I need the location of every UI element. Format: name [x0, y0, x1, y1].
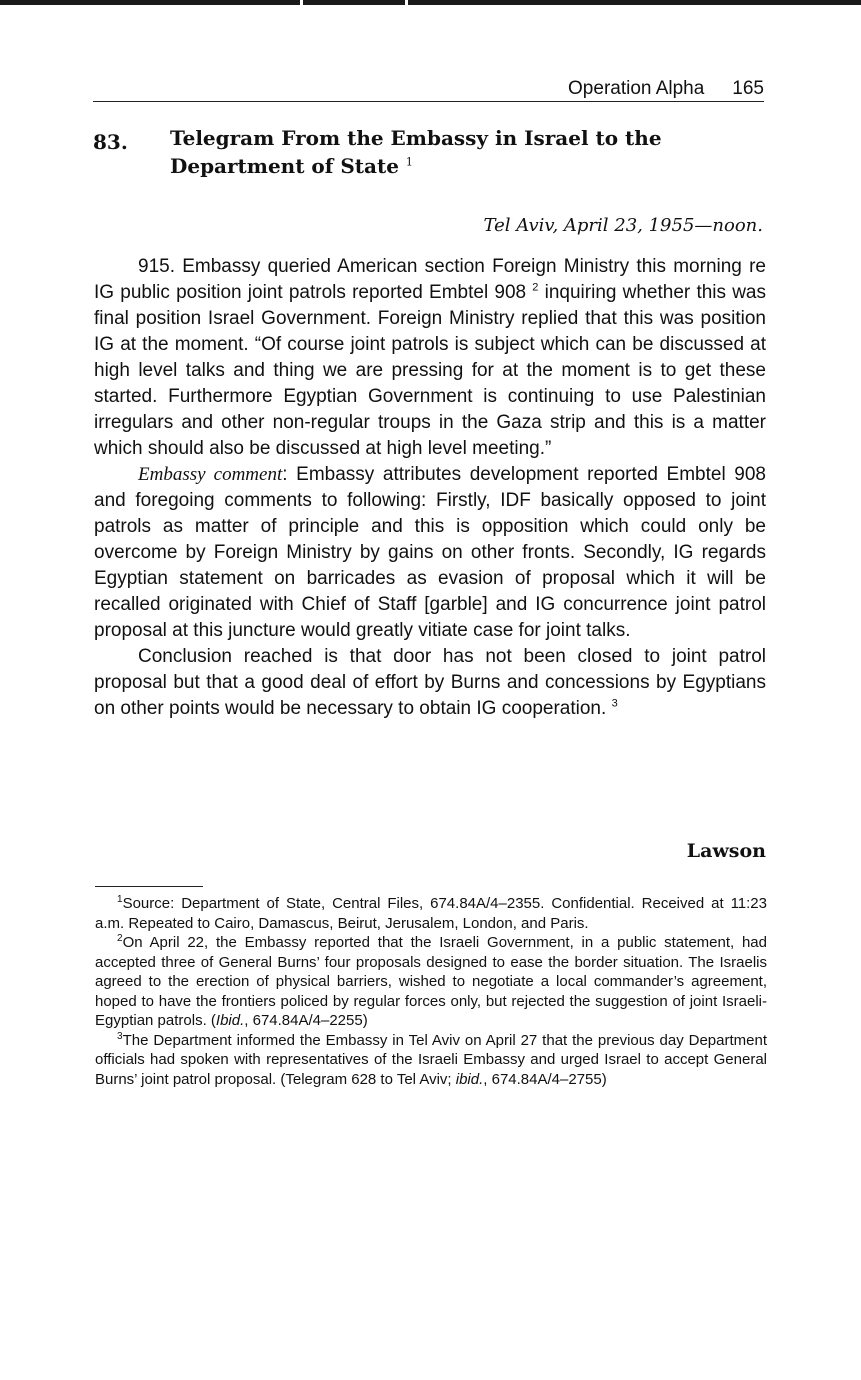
footnote-ref-2[interactable]: 2: [532, 281, 539, 294]
document-number: 83.: [93, 130, 128, 154]
document-title-text: Telegram From the Embassy in Israel to the Department of State: [170, 126, 662, 178]
footnote-3: $^3$The Department informed the Embassy in Tel Aviv on April 27 that the previous day Department officials had spoken with representatives of the Israeli Embassy and urged Israel to accept General Burns’ joint patrol proposal. (Telegram 628 to Tel Aviv; ibid., 674.84A/4–2755): [95, 1030, 767, 1088]
signature: Lawson: [686, 840, 766, 862]
footnote-ref-1[interactable]: 1: [405, 155, 413, 169]
page-number: 165: [732, 78, 764, 99]
footnote-divider: [95, 886, 203, 887]
footnote-2: $^2$On April 22, the Embassy reported that the Israeli Government, in a public statement, had accepted three of General Burns’ four proposals designed to ease the border situation. The Israelis agreed to the erection of physical barriers, wished to negotiate a local commander’s agreement, hoped to have the frontiers policed by regular forces only, but rejected the suggestion of joint Israeli-Egyptian patrols. (Ibid., 674.84A/4–2255): [95, 933, 767, 1029]
footnotes: [95, 894, 767, 1089]
telegram-body: [94, 254, 766, 722]
paragraph-3: Conclusion reached is that door has not been closed to joint patrol proposal but that a good deal of effort by Burns and concessions by Egyptians on other points would be necessary to obtain IG cooperation. $^3$: [94, 646, 766, 719]
running-head: [93, 78, 764, 102]
top-border-bar: [0, 0, 861, 5]
running-head-title: Operation Alpha: [568, 78, 705, 99]
footnote-ref-3[interactable]: 3: [611, 697, 618, 710]
paragraph-2: Embassy comment: Embassy attributes development reported Embtel 908 and foregoing comments to following: Firstly, IDF basically opposed to joint patrols as matter of principle and this is opposition which could only be overcome by Foreign Ministry by gains on other fronts. Secondly, IG regards Egyptian statement on barricades as evasion of proposal which it will be recalled originated with Chief of Staff [garble] and IG concurrence joint patrol proposal at this juncture would greatly vitiate case for joint talks.: [94, 464, 767, 641]
dateline: Tel Aviv, April 23, 1955—noon.: [483, 215, 763, 236]
paragraph-1: 915. Embassy queried American section Foreign Ministry this morning re IG public position joint patrols reported Embtel 908 $^2$ inquiring whether this was final position Israel Government. Foreign Ministry replied that this was position IG at the moment. “Of course joint patrols is subject which can be discussed at high level talks and thing we are pressing for at the moment is to get these started. Furthermore Egyptian Government is continuing to use Palestinian irregulars and other non-regular troups in the Gaza strip and this is a matter which should also be discussed at high level meeting.”: [94, 256, 766, 459]
document-title: [170, 124, 770, 180]
footnote-1: $^1$Source: Department of State, Central Files, 674.84A/4–2355. Confidential. Received at 11:23 a.m. Repeated to Cairo, Damascus, Beirut, Jerusalem, London, and Paris.: [95, 894, 767, 932]
embassy-comment-label: Embassy comment: [138, 464, 283, 485]
